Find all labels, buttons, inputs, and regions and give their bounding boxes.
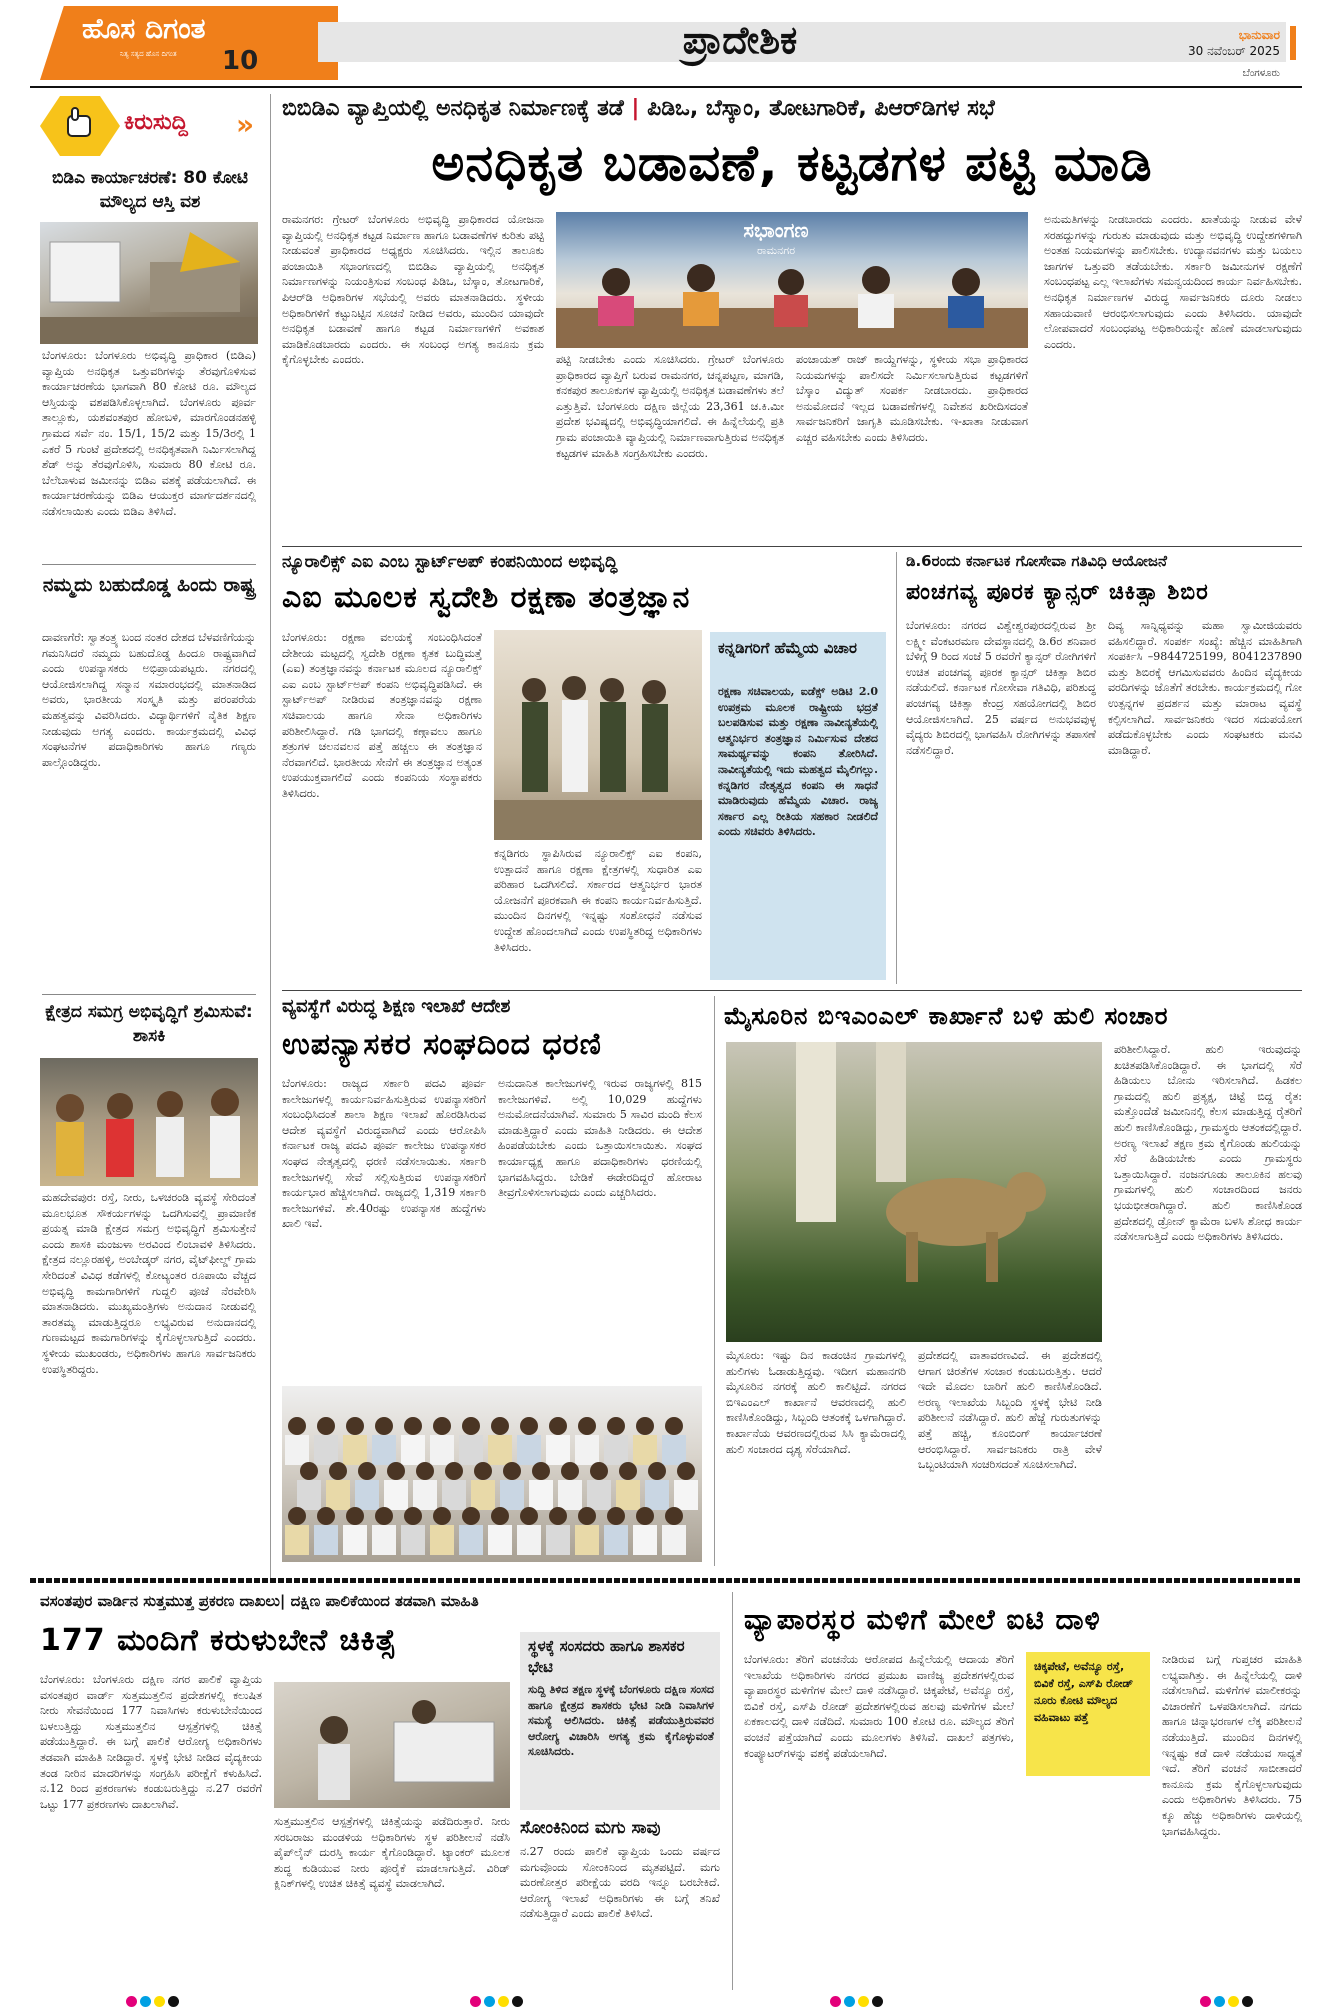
defence-photo xyxy=(494,630,702,840)
registration-marks xyxy=(0,1990,1338,2006)
lead-kicker-right: ಪಿಡಿಒ, ಬೆಸ್ಕಾಂ, ತೋಟಗಾರಿಕೆ, ಪಿಆರ್‌ಡಿಗಳ ಸಭೆ xyxy=(647,96,995,121)
logo-tagline: ನಿತ್ಯ ಸತ್ಯದ ಹೊಸ ದಿಗಂತ xyxy=(120,50,177,58)
lecturers-body-1: ಬೆಂಗಳೂರು: ರಾಜ್ಯದ ಸರ್ಕಾರಿ ಪದವಿ ಪೂರ್ವ ಕಾಲೇಜುಗಳಲ್ಲಿ ಕಾರ್ಯನಿರ್ವಹಿಸುತ್ತಿರುವ ಉಪನ್ಯಾಸಕರಿಗೆ ಸಂಬಂಧಿಸಿದಂತೆ ಶಾಲಾ ಶಿಕ್ಷಣ ಇಲಾಖೆ ಹೊರಡಿಸಿರುವ ಆದೇಶ ವ್ಯವಸ್ಥೆಗೆ ವಿರುದ್ಧವಾಗಿದೆ ಎಂದು ಆರೋಪಿಸಿ ಕರ್ನಾಟಕ ರಾಜ್ಯ ಪದವಿ ಪೂರ್ವ ಕಾಲೇಜು ಉಪನ್ಯಾಸಕರ ಸಂಘದ ನೇತೃತ್ವದಲ್ಲಿ ಧರಣಿ ನಡೆಸಲಾಯಿತು. ಸರ್ಕಾರಿ ಕಾಲೇಜುಗಳಲ್ಲಿ ಸೇವೆ ಸಲ್ಲಿಸುತ್ತಿರುವ ಉಪನ್ಯಾಸಕರಿಗೆ ಕಾರ್ಯಭಾರ ಹೆಚ್ಚಿಸಲಾಗಿದೆ. ರಾಜ್ಯದಲ್ಲಿ 1,319 ಸರ್ಕಾರಿ ಕಾಲೇಜುಗಳಿವೆ. ಶೇ.40ರಷ್ಟು ಉಪನ್ಯಾಸಕ ಹುದ್ದೆಗಳು ಖಾಲಿ ಇವೆ. xyxy=(282,1077,486,1231)
lead-body-3: ಪಂಚಾಯತ್ ರಾಜ್ ಕಾಯ್ದೆಗಳನ್ನು, ಸ್ಥಳೀಯ ಸಭಾ ಪ್ರಾಧಿಕಾರದ ನಿಯಮಗಳನ್ನು ಪಾಲಿಸದೇ ನಿರ್ಮಿಸಲಾಗುತ್ತಿರುವ ಕಟ್ಟಡಗಳಿಗೆ ಬೆಸ್ಕಾಂ ವಿದ್ಯುತ್ ಸಂಪರ್ಕ ನೀಡಬಾರದು. ಪ್ರಾಧಿಕಾರದ ಅನುಮೋದನೆ ಇಲ್ಲದ ಬಡಾವಣೆಗಳಲ್ಲಿ ನಿವೇಶನ ಖರೀದಿಸದಂತೆ ಸಾರ್ವಜನಿಕರಿಗೆ ಜಾಗೃತಿ ಮೂಡಿಸಬೇಕು. ಇ-ಖಾತಾ ನೀಡುವಾಗ ಎಚ್ಚರ ವಹಿಸಬೇಕು ಎಂದು ತಿಳಿಸಿದರು. xyxy=(796,353,1028,444)
it-raid-body-2: ನೀಡಿರುವ ಬಗ್ಗೆ ಗುಪ್ತಚರ ಮಾಹಿತಿ ಲಭ್ಯವಾಗಿತ್ತು. ಈ ಹಿನ್ನೆಲೆಯಲ್ಲಿ ದಾಳಿ ನಡೆಸಲಾಗಿದೆ. ಮಳಿಗೆಗಳ ಮಾಲೀಕರನ್ನು ವಿಚಾರಣೆಗೆ ಒಳಪಡಿಸಲಾಗಿದೆ. ನಗದು ಹಾಗೂ ಚಿನ್ನಾಭರಣಗಳ ಲೆಕ್ಕ ಪರಿಶೀಲನೆ ನಡೆಯುತ್ತಿದೆ. ಮುಂದಿನ ದಿನಗಳಲ್ಲಿ ಇನ್ನಷ್ಟು ಕಡೆ ದಾಳಿ ನಡೆಯುವ ಸಾಧ್ಯತೆ ಇದೆ. ತೆರಿಗೆ ವಂಚನೆ ಸಾಬೀತಾದರೆ ಕಾನೂನು ಕ್ರಮ ಕೈಗೊಳ್ಳಲಾಗುವುದು ಎಂದು ಅಧಿಕಾರಿಗಳು ತಿಳಿಸಿದರು. 75 ಕ್ಕೂ ಹೆಚ್ಚು ಅಧಿಕಾರಿಗಳು ದಾಳಿಯಲ್ಲಿ ಭಾಗವಹಿಸಿದ್ದರು. xyxy=(1162,1653,1302,1838)
lead-body-2: ಪಟ್ಟಿ ನೀಡಬೇಕು ಎಂದು ಸೂಚಿಸಿದರು. ಗ್ರೇಟರ್ ಬೆಂಗಳೂರು ಪ್ರಾಧಿಕಾರದ ವ್ಯಾಪ್ತಿಗೆ ಬರುವ ರಾಮನಗರ, ಚನ್ನಪಟ್ಟಣ, ಮಾಗಡಿ, ಕನಕಪುರ ತಾಲೂಕುಗಳ ವ್ಯಾಪ್ತಿಯಲ್ಲಿ ಅನಧಿಕೃತ ಬಡಾವಣೆಗಳು ತಲೆ ಎತ್ತುತ್ತಿವೆ. ಬೆಂಗಳೂರು ದಕ್ಷಿಣ ಜಿಲ್ಲೆಯ 23,361 ಚ.ಕಿ.ಮೀ ಪ್ರದೇಶ ಭವಿಷ್ಯದಲ್ಲಿ ಅಭಿವೃದ್ಧಿಯಾಗಲಿದೆ. ಈ ಹಿನ್ನೆಲೆಯಲ್ಲಿ ಪ್ರತಿ ಗ್ರಾಮ ಪಂಚಾಯಿತಿ ವ್ಯಾಪ್ತಿಯಲ್ಲಿ ನಿರ್ಮಾಣವಾಗುತ್ತಿರುವ ಅನಧಿಕೃತ ಕಟ್ಟಡಗಳ ಮಾಹಿತಿ ಸಂಗ್ರಹಿಸಬೇಕು ಎಂದರು. xyxy=(556,353,784,460)
kirusuddi-badge xyxy=(40,96,260,156)
brief3-body: ಮಹದೇವಪುರ: ರಸ್ತೆ, ನೀರು, ಒಳಚರಂಡಿ ವ್ಯವಸ್ಥೆ ಸೇರಿದಂತೆ ಮೂಲಭೂತ ಸೌಕರ್ಯಗಳನ್ನು ಒದಗಿಸುವಲ್ಲಿ ಪ್ರಾಮಾಣಿಕ ಪ್ರಯತ್ನ ಮಾಡಿ ಕ್ಷೇತ್ರದ ಸಮಗ್ರ ಅಭಿವೃದ್ಧಿಗೆ ಶ್ರಮಿಸುತ್ತೇನೆ ಎಂದು ಶಾಸಕಿ ಮಂಜುಳಾ ಅರವಿಂದ ಲಿಂಬಾವಳಿ ತಿಳಿಸಿದರು. ಕ್ಷೇತ್ರದ ನಲ್ಲೂರಹಳ್ಳಿ, ಅಂಬೇಡ್ಕರ್ ನಗರ, ವೈಟ್‌ಫೀಲ್ಡ್ ಗ್ರಾಮ ಸೇರಿದಂತೆ ವಿವಿಧ ಕಡೆಗಳಲ್ಲಿ ಕೋಟ್ಯಂತರ ರೂಪಾಯಿ ವೆಚ್ಚದ ಅಭಿವೃದ್ಧಿ ಕಾಮಗಾರಿಗಳಿಗೆ ಗುದ್ದಲಿ ಪೂಜೆ ನೆರವೇರಿಸಿ ಮಾತನಾಡಿದರು. ಮುಖ್ಯಮಂತ್ರಿಗಳು ಅನುದಾನ ನೀಡುವಲ್ಲಿ ತಾರತಮ್ಯ ಮಾಡುತ್ತಿದ್ದರೂ ಲಭ್ಯವಿರುವ ಅನುದಾನದಲ್ಲಿ ಗುಣಮಟ್ಟದ ಕಾಮಗಾರಿಗಳನ್ನು ಕೈಗೊಳ್ಳಲಾಗುತ್ತಿದೆ ಎಂದರು. ಸ್ಥಳೀಯ ಮುಖಂಡರು, ಅಧಿಕಾರಿಗಳು ಹಾಗೂ ಸಾರ್ವಜನಿಕರು ಉಪಸ್ಥಿತರಿದ್ದರು. xyxy=(42,1191,256,1376)
vasanthapura-kicker: ವಸಂತಪುರ ವಾರ್ಡಿನ ಸುತ್ತಮುತ್ತ ಪ್ರಕರಣ ದಾಖಲು| ದಕ್ಷಿಣ ಪಾಲಿಕೆಯಿಂದ ತಡವಾಗಿ ಮಾಹಿತಿ xyxy=(40,1592,479,1610)
tiger-body-3: ಪರಿಶೀಲಿಸಿದ್ದಾರೆ. ಹುಲಿ ಇರುವುದನ್ನು ಖಚಿತಪಡಿಸಿಕೊಂಡಿದ್ದಾರೆ. ಈ ಭಾಗದಲ್ಲಿ ಸೆರೆ ಹಿಡಿಯಲು ಬೋನು ಇರಿಸಲಾಗಿದೆ. ಹಿಡಕಲ ಗ್ರಾಮದಲ್ಲಿ ಹುಲಿ ಪ್ರತ್ಯಕ್ಷ, ಚಿಟ್ಟೆ ಬಿದ್ದ ರೈತ: ಮತ್ತೊಂದೆಡೆ ಜಮೀನಿನಲ್ಲಿ ಕೆಲಸ ಮಾಡುತ್ತಿದ್ದ ರೈತರಿಗೆ ಹುಲಿ ಕಾಣಿಸಿಕೊಂಡಿದ್ದು, ಗ್ರಾಮಸ್ಥರು ಆತಂಕದಲ್ಲಿದ್ದಾರೆ. ಅರಣ್ಯ ಇಲಾಖೆ ತಕ್ಷಣ ಕ್ರಮ ಕೈಗೊಂಡು ಹುಲಿಯನ್ನು ಸೆರೆ ಹಿಡಿಯಬೇಕು ಎಂದು ಗ್ರಾಮಸ್ಥರು ಒತ್ತಾಯಿಸಿದ್ದಾರೆ. ನಂಜನಗೂಡು ತಾಲೂಕಿನ ಹಲವು ಗ್ರಾಮಗಳಲ್ಲಿ ಹುಲಿ ಸಂಚಾರದಿಂದ ಜನರು ಭಯಭೀತರಾಗಿದ್ದಾರೆ. ಹುಲಿ ಕಾಣಿಸಿಕೊಂಡ ಪ್ರದೇಶದಲ್ಲಿ ಡ್ರೋನ್ ಕ್ಯಾಮೆರಾ ಬಳಸಿ ಶೋಧ ಕಾರ್ಯ ನಡೆಸಲಾಗುತ್ತಿದೆ ಎಂದು ಅಧಿಕಾರಿಗಳು ತಿಳಿಸಿದರು. xyxy=(1114,1043,1302,1244)
banner-text-2: ರಾಮನಗರ xyxy=(756,244,796,257)
chevron-right-icon: » xyxy=(236,108,255,141)
date-day: ಭಾನುವಾರ xyxy=(1238,28,1280,42)
brief1-headline: ಬಿಡಿಎ ಕಾರ್ಯಾಚರಣೆ: 80 ಕೋಟಿ ಮೌಲ್ಯದ ಆಸ್ತಿ ವಶ xyxy=(51,168,249,212)
defence-headline: ಎಐ ಮೂಲಕ ಸ್ವದೇಶಿ ರಕ್ಷಣಾ ತಂತ್ರಜ್ಞಾನ xyxy=(282,580,691,615)
tiger-body-2: ಪ್ರದೇಶದಲ್ಲಿ ವಾತಾವರಣವಿದೆ. ಈ ಪ್ರದೇಶದಲ್ಲಿ ಆಗಾಗ ಚಿರತೆಗಳ ಸಂಚಾರ ಕಂಡುಬರುತ್ತಿತ್ತು. ಆದರೆ ಇದೇ ಮೊದಲ ಬಾರಿಗೆ ಹುಲಿ ಕಾಣಿಸಿಕೊಂಡಿದೆ. ಅರಣ್ಯ ಇಲಾಖೆಯ ಸಿಬ್ಬಂದಿ ಸ್ಥಳಕ್ಕೆ ಭೇಟಿ ನೀಡಿ ಪರಿಶೀಲನೆ ನಡೆಸಿದ್ದಾರೆ. ಹುಲಿ ಹೆಜ್ಜೆ ಗುರುತುಗಳನ್ನು ಪತ್ತೆ ಹಚ್ಚಿ, ಕೂಂಬಿಂಗ್ ಕಾರ್ಯಾಚರಣೆ ಆರಂಭಿಸಿದ್ದಾರೆ. ಸಾರ್ವಜನಿಕರು ರಾತ್ರಿ ವೇಳೆ ಒಬ್ಬಂಟಿಯಾಗಿ ಸಂಚರಿಸದಂತೆ ಸೂಚಿಸಲಾಗಿದೆ. xyxy=(918,1349,1102,1472)
page-number: 10 xyxy=(222,46,259,76)
vasanthapura-box xyxy=(520,1632,720,1810)
defence-body-2: ಕನ್ನಡಿಗರು ಸ್ಥಾಪಿಸಿರುವ ನ್ಯೂರಾಲಿಕ್ಸ್ ಎಐ ಕಂಪನಿ, ಉತ್ಪಾದನೆ ಹಾಗೂ ರಕ್ಷಣಾ ಕ್ಷೇತ್ರಗಳಲ್ಲಿ ಸುಧಾರಿತ ಎಐ ಪರಿಹಾರ ಒದಗಿಸಲಿದೆ. ಸರ್ಕಾರದ ಆತ್ಮನಿರ್ಭರ ಭಾರತ ಯೋಜನೆಗೆ ಪೂರಕವಾಗಿ ಈ ಕಂಪನಿ ಕಾರ್ಯನಿರ್ವಹಿಸುತ್ತಿದೆ. ಮುಂದಿನ ದಿನಗಳಲ್ಲಿ ಇನ್ನಷ್ಟು ಸಂಶೋಧನೆ ನಡೆಸುವ ಉದ್ದೇಶ ಹೊಂದಲಾಗಿದೆ ಎಂದು ಉಪಸ್ಥಿತರಿದ್ದ ಅಧಿಕಾರಿಗಳು ತಿಳಿಸಿದರು. xyxy=(494,847,702,954)
it-raid-headline: ವ್ಯಾಪಾರಸ್ಥರ ಮಳಿಗೆ ಮೇಲೆ ಐಟಿ ದಾಳಿ xyxy=(744,1603,1101,1636)
brief3-headline: ಕ್ಷೇತ್ರದ ಸಮಗ್ರ ಅಭಿವೃದ್ಧಿಗೆ ಶ್ರಮಿಸುವೆ: ಶಾಸಕಿ xyxy=(45,1002,253,1046)
date-city: ಬೆಂಗಳೂರು xyxy=(1242,68,1280,79)
kirusuddi-label: ಕಿರುಸುದ್ದಿ xyxy=(124,110,188,135)
brief1-body: ಬೆಂಗಳೂರು: ಬೆಂಗಳೂರು ಅಭಿವೃದ್ಧಿ ಪ್ರಾಧಿಕಾರ (ಬಿಡಿಎ) ವ್ಯಾಪ್ತಿಯ ಅನಧಿಕೃತ ಒತ್ತುವರಿಗಳನ್ನು ತೆರವುಗೊಳಿಸುವ ಕಾರ್ಯಾಚರಣೆಯ ಭಾಗವಾಗಿ 80 ಕೋಟಿ ರೂ. ಮೌಲ್ಯದ ಆಸ್ತಿಯನ್ನು ವಶಪಡಿಸಿಕೊಳ್ಳಲಾಗಿದೆ. ಬೆಂಗಳೂರು ಪೂರ್ವ ತಾಲ್ಲೂಕು, ಯಶವಂತಪುರ ಹೋಬಳಿ, ಮಾರಗೊಂಡನಹಳ್ಳಿ ಗ್ರಾಮದ ಸರ್ವೆ ನಂ. 15/1, 15/2 ಮತ್ತು 15/3ರಲ್ಲಿ 1 ಎಕರೆ 5 ಗುಂಟೆ ಪ್ರದೇಶದಲ್ಲಿ ಅನಧಿಕೃತವಾಗಿ ನಿರ್ಮಿಸಲಾಗಿದ್ದ ಶೆಡ್ ಅನ್ನು ತೆರವುಗೊಳಿಸಿ, ಸುಮಾರು 80 ಕೋಟಿ ರೂ. ಬೆಲೆಬಾಳುವ ಜಮೀನನ್ನು ಬಿಡಿಎ ವಶಕ್ಕೆ ಪಡೆಯಲಾಗಿದೆ. ಈ ಕಾರ್ಯಾಚರಣೆಯನ್ನು ಬಿಡಿಎ ಆಯುಕ್ತರ ಮಾರ್ಗದರ್ಶನದಲ್ಲಿ ನಡೆಸಲಾಯಿತು ಎಂದು ಬಿಡಿಎ ತಿಳಿಸಿದೆ. xyxy=(42,349,256,518)
vasanthapura-box-title: ಸ್ಥಳಕ್ಕೆ ಸಂಸದರು ಹಾಗೂ ಶಾಸಕರ ಭೇಟಿ xyxy=(528,1637,685,1676)
banner-text-1: ಸಭಾಂಗಣ xyxy=(743,218,809,242)
bottom-rule xyxy=(30,1578,1302,1583)
tiger-photo xyxy=(726,1042,1102,1342)
it-raid-box xyxy=(1026,1652,1150,1776)
section-title: ಪ್ರಾದೇಶಿಕ xyxy=(682,18,798,62)
vasanthapura-body-2: ಸುತ್ತಮುತ್ತಲಿನ ಆಸ್ಪತ್ರೆಗಳಲ್ಲಿ ಚಿಕಿತ್ಸೆಯನ್ನು ಪಡೆದಿರುತ್ತಾರೆ. ನೀರು ಸರಬರಾಜು ಮಂಡಳಿಯ ಅಧಿಕಾರಿಗಳು ಸ್ಥಳ ಪರಿಶೀಲನೆ ನಡೆಸಿ ಪೈಪ್‌ಲೈನ್ ದುರಸ್ತಿ ಕಾರ್ಯ ಕೈಗೊಂಡಿದ್ದಾರೆ. ಟ್ಯಾಂಕರ್ ಮೂಲಕ ಶುದ್ಧ ಕುಡಿಯುವ ನೀರು ಪೂರೈಕೆ ಮಾಡಲಾಗುತ್ತಿದೆ. ವಿರಿಡ್ ಕ್ಲಿನಿಕ್‌ಗಳಲ್ಲಿ ಉಚಿತ ಚಿಕಿತ್ಸೆ ವ್ಯವಸ್ಥೆ ಮಾಡಲಾಗಿದೆ. xyxy=(274,1815,510,1891)
it-raid-box-text: ಚಿಕ್ಕಪೇಟೆ, ಅವೆನ್ಯೂ ರಸ್ತೆ, ಬಿವಿಕೆ ರಸ್ತೆ, ಎಸ್‌ಪಿ ರೋಡ್ ನೂರು ಕೋಟಿ ಮೌಲ್ಯದ ವಹಿವಾಟು ಪತ್ತೆ xyxy=(1034,1660,1134,1724)
masthead xyxy=(0,0,1338,86)
vasanthapura-sub-headline: ಸೋಂಕಿನಿಂದ ಮಗು ಸಾವು xyxy=(520,1818,661,1838)
tiger-body-1: ಮೈಸೂರು: ಇಷ್ಟು ದಿನ ಕಾಡಂಚಿನ ಗ್ರಾಮಗಳಲ್ಲಿ ಹುಲಿಗಳು ಓಡಾಡುತ್ತಿದ್ದವು. ಇದೀಗ ಮಹಾನಗರಿ ಮೈಸೂರಿನ ನಗರಕ್ಕೆ ಹುಲಿ ಕಾಲಿಟ್ಟಿದೆ. ನಗರದ ಬಿಇಎಂಎಲ್ ಕಾರ್ಖಾನೆ ಆವರಣದಲ್ಲಿ ಹುಲಿ ಕಾಣಿಸಿಕೊಂಡಿದ್ದು, ಸಿಬ್ಬಂದಿ ಆತಂಕಕ್ಕೆ ಒಳಗಾಗಿದ್ದಾರೆ. ಕಾರ್ಖಾನೆಯ ಆವರಣದಲ್ಲಿರುವ ಸಿಸಿ ಕ್ಯಾಮೆರಾದಲ್ಲಿ ಹುಲಿ ಸಂಚಾರದ ದೃಶ್ಯ ಸೆರೆಯಾಗಿದೆ. xyxy=(726,1349,906,1456)
lead-kicker xyxy=(282,96,1302,121)
defence-box-body: ರಕ್ಷಣಾ ಸಚಿವಾಲಯ, ಐಡೆಕ್ಸ್ ಅಡಿಟಿ 2.0 ಉಪಕ್ರಮ ಮೂಲಕ ರಾಷ್ಟ್ರೀಯ ಭದ್ರತೆ ಬಲಪಡಿಸುವ ಮತ್ತು ರಕ್ಷಣಾ ನಾವೀನ್ಯತೆಯಲ್ಲಿ ಆತ್ಮನಿರ್ಭರ ತಂತ್ರಜ್ಞಾನ ನಿರ್ಮಿಸುವ ದೇಶದ ಸಾಮರ್ಥ್ಯವನ್ನು ಕಂಪನಿ ತೋರಿಸಿದೆ. ನಾವೀನ್ಯತೆಯಲ್ಲಿ ಇದು ಮಹತ್ವದ ಮೈಲಿಗಲ್ಲು. ಕನ್ನಡಿಗರ ನೇತೃತ್ವದ ಕಂಪನಿ ಈ ಸಾಧನೆ ಮಾಡಿರುವುದು ಹೆಮ್ಮೆಯ ವಿಚಾರ. ರಾಜ್ಯ ಸರ್ಕಾರ ಎಲ್ಲ ರೀತಿಯ ಸಹಕಾರ ನೀಡಲಿದೆ ಎಂದು ಸಚಿವರು ತಿಳಿಸಿದರು. xyxy=(718,685,878,839)
brief1-photo xyxy=(40,222,258,344)
brief2-headline: ನಮ್ಮದು ಬಹುದೊಡ್ಡ ಹಿಂದು ರಾಷ್ಟ್ರ xyxy=(42,574,256,596)
hand-icon xyxy=(40,96,120,156)
lead-body-1: ರಾಮನಗರ: ಗ್ರೇಟರ್ ಬೆಂಗಳೂರು ಅಭಿವೃದ್ಧಿ ಪ್ರಾಧಿಕಾರದ ಯೋಜನಾ ವ್ಯಾಪ್ತಿಯಲ್ಲಿ ಅನಧಿಕೃತ ಕಟ್ಟಡ ನಿರ್ಮಾಣ ಹಾಗೂ ಬಡಾವಣೆಗಳ ಕುರಿತು ಪಟ್ಟಿ ನೀಡುವಂತೆ ಪ್ರಾಧಿಕಾರದ ಅಧ್ಯಕ್ಷರು ಸೂಚಿಸಿದರು. ಇಲ್ಲಿನ ತಾಲೂಕು ಪಂಚಾಯಿತಿ ಸಭಾಂಗಣದಲ್ಲಿ ಬಿಬಿಡಿಎ ವ್ಯಾಪ್ತಿಯಲ್ಲಿ ಅನಧಿಕೃತ ನಿರ್ಮಾಣಗಳನ್ನು ನಿಯಂತ್ರಿಸುವ ಸಂಬಂಧ ಪಿಡಿಒ, ಬೆಸ್ಕಾಂ, ತೋಟಗಾರಿಕೆ, ಪಿಆರ್‌ಡಿ ಅಧಿಕಾರಿಗಳ ಸಭೆಯಲ್ಲಿ ಅವರು ಮಾತನಾಡಿದರು. ಸ್ಥಳೀಯ ಅಧಿಕಾರಿಗಳಿಗೆ ಕಟ್ಟುನಿಟ್ಟಿನ ಸೂಚನೆ ನೀಡಿದ ಅವರು, ಮುಂದಿನ ಯಾವುದೇ ಅನಧಿಕೃತ ಬಡಾವಣೆ ಹಾಗೂ ಕಟ್ಟಡ ನಿರ್ಮಾಣಗಳಿಗೆ ಅವಕಾಶ ಮಾಡಿಕೊಡಬಾರದು ಎಂದರು. ಈ ಸಂಬಂಧ ಅಗತ್ಯ ಕಾನೂನು ಕ್ರಮ ಕೈಗೊಳ್ಳಬೇಕು ಎಂದರು. xyxy=(282,213,544,367)
vasanthapura-photo xyxy=(274,1682,510,1808)
orange-tick xyxy=(1290,26,1296,60)
tiger-headline: ಮೈಸೂರಿನ ಬಿಇಎಂಎಲ್ ಕಾರ್ಖಾನೆ ಬಳಿ ಹುಲಿ ಸಂಚಾರ xyxy=(724,1002,1169,1030)
lecturers-photo xyxy=(282,1386,702,1562)
brief3-photo xyxy=(40,1058,258,1186)
goseva-body-1: ಬೆಂಗಳೂರು: ನಗರದ ವಿಶ್ವೇಶ್ವರಪುರದಲ್ಲಿರುವ ಶ್ರೀ ಲಕ್ಷ್ಮೀ ವೆಂಕಟರಮಣ ದೇವಸ್ಥಾನದಲ್ಲಿ ಡಿ.6ರ ಶನಿವಾರ ಬೆಳಿಗ್ಗೆ 9 ರಿಂದ ಸಂಜೆ 5 ರವರೆಗೆ ಕ್ಯಾನ್ಸರ್ ರೋಗಿಗಳಿಗೆ ಉಚಿತ ಪಂಚಗವ್ಯ ಪೂರಕ ಕ್ಯಾನ್ಸರ್ ಚಿಕಿತ್ಸಾ ಶಿಬಿರ ನಡೆಯಲಿದೆ. ಕರ್ನಾಟಕ ಗೋಸೇವಾ ಗತಿವಿಧಿ, ಪರಿಶುದ್ಧ ಪಂಚಗವ್ಯ ಚಿಕಿತ್ಸಾ ಕೇಂದ್ರ ಸಹಯೋಗದಲ್ಲಿ ಶಿಬಿರ ಆಯೋಜಿಸಲಾಗಿದೆ. 25 ವರ್ಷದ ಅನುಭವವುಳ್ಳ ವೈದ್ಯರು ಶಿಬಿರದಲ್ಲಿ ಭಾಗವಹಿಸಿ ರೋಗಿಗಳನ್ನು ತಪಾಸಣೆ ನಡೆಸಲಿದ್ದಾರೆ. xyxy=(906,619,1096,757)
lead-kicker-sep: | xyxy=(631,96,640,121)
lecturers-kicker: ವ್ಯವಸ್ಥೆಗೆ ವಿರುದ್ಧ ಶಿಕ್ಷಣ ಇಲಾಖೆ ಆದೇಶ xyxy=(282,996,511,1017)
brief2-body: ದಾವಣಗೆರೆ: ಸ್ವಾತಂತ್ರ್ಯ ಬಂದ ನಂತರ ದೇಶದ ಬೆಳವಣಿಗೆಯನ್ನು ಗಮನಿಸಿದರೆ ನಮ್ಮದು ಬಹುದೊಡ್ಡ ಹಿಂದೂ ರಾಷ್ಟ್ರವಾಗಿದೆ ಎಂದು ಉಪನ್ಯಾಸಕರು ಅಭಿಪ್ರಾಯಪಟ್ಟರು. ನಗರದಲ್ಲಿ ಆಯೋಜಿಸಲಾಗಿದ್ದ ಸನ್ಮಾನ ಸಮಾರಂಭದಲ್ಲಿ ಮಾತನಾಡಿದ ಅವರು, ಭಾರತೀಯ ಸಂಸ್ಕೃತಿ ಮತ್ತು ಪರಂಪರೆಯ ಮಹತ್ವವನ್ನು ವಿವರಿಸಿದರು. ವಿದ್ಯಾರ್ಥಿಗಳಿಗೆ ನೈತಿಕ ಶಿಕ್ಷಣ ನೀಡುವುದು ಅಗತ್ಯ ಎಂದರು. ಕಾರ್ಯಕ್ರಮದಲ್ಲಿ ವಿವಿಧ ಸಂಘಟನೆಗಳ ಪದಾಧಿಕಾರಿಗಳು ಹಾಗೂ ಗಣ್ಯರು ಪಾಲ್ಗೊಂಡಿದ್ದರು. xyxy=(42,631,256,769)
defence-kicker: ನ್ಯೂರಾಲಿಕ್ಸ್ ಎಐ ಎಂಬ ಸ್ಟಾರ್ಟ್‌ಅಪ್ ಕಂಪನಿಯಿಂದ ಅಭಿವೃದ್ಧಿ xyxy=(282,552,618,572)
lecturers-body-2: ಅನುದಾನಿತ ಕಾಲೇಜುಗಳಲ್ಲಿ ಇರುವ ರಾಜ್ಯಗಳಲ್ಲಿ 815 ಕಾಲೇಜುಗಳಿವೆ. ಅಲ್ಲಿ 10,029 ಹುದ್ದೆಗಳು ಅನುಮೋದನೆಯಾಗಿವೆ. ಸುಮಾರು 5 ಸಾವಿರ ಮಂದಿ ಕೆಲಸ ಮಾಡುತ್ತಿದ್ದಾರೆ ಎಂದು ಮಾಹಿತಿ ನೀಡಿದರು. ಈ ಆದೇಶ ಹಿಂಪಡೆಯಬೇಕು ಎಂದು ಒತ್ತಾಯಿಸಲಾಯಿತು. ಸಂಘದ ಕಾರ್ಯಾಧ್ಯಕ್ಷ ಹಾಗೂ ಪದಾಧಿಕಾರಿಗಳು ಧರಣಿಯಲ್ಲಿ ಭಾಗವಹಿಸಿದ್ದರು. ಬೇಡಿಕೆ ಈಡೇರದಿದ್ದರೆ ಹೋರಾಟ ತೀವ್ರಗೊಳಿಸಲಾಗುವುದು ಎಂದು ಎಚ್ಚರಿಸಿದರು. xyxy=(498,1077,702,1200)
goseva-headline: ಪಂಚಗವ್ಯ ಪೂರಕ ಕ್ಯಾನ್ಸರ್ ಚಿಕಿತ್ಸಾ ಶಿಬಿರ xyxy=(906,580,1209,605)
lead-kicker-left: ಬಿಬಿಡಿಎ ವ್ಯಾಪ್ತಿಯಲ್ಲಿ ಅನಧಿಕೃತ ನಿರ್ಮಾಣಕ್ಕೆ ತಡೆ xyxy=(282,96,624,121)
defence-box xyxy=(710,632,886,980)
vasanthapura-sub-body: ನ.27 ರಂದು ಪಾಲಿಕೆ ವ್ಯಾಪ್ತಿಯ ಒಂದು ವರ್ಷದ ಮಗುವೊಂದು ಸೋಂಕಿನಿಂದ ಮೃತಪಟ್ಟಿದೆ. ಮಗು ಮರಣೋತ್ತರ ಪರೀಕ್ಷೆಯ ವರದಿ ಇನ್ನೂ ಬರಬೇಕಿದೆ. ಆರೋಗ್ಯ ಇಲಾಖೆ ಅಧಿಕಾರಿಗಳು ಈ ಬಗ್ಗೆ ತನಿಖೆ ನಡೆಸುತ್ತಿದ್ದಾರೆ ಎಂದು ಪಾಲಿಕೆ ತಿಳಿಸಿದೆ. xyxy=(520,1845,720,1921)
date-full: 30 ನವೆಂಬರ್ 2025 xyxy=(1188,44,1280,58)
lead-body-4: ಅನುಮತಿಗಳನ್ನು ನೀಡಬಾರದು ಎಂದರು. ಖಾತೆಯನ್ನು ನೀಡುವ ವೇಳೆ ಸರಹದ್ದುಗಳನ್ನು ಗುರುತು ಮಾಡುವುದು ಮತ್ತು ಅಭಿವೃದ್ಧಿ ಉದ್ದೇಶಗಳಿಗಾಗಿ ಅಂತಹ ನಿಯಮಗಳನ್ನು ಪಾಲಿಸಬೇಕು. ಉದ್ಯಾನವನಗಳು ಮತ್ತು ಬಯಲು ಜಾಗಗಳ ಒತ್ತುವರಿ ತಡೆಯಬೇಕು. ಸರ್ಕಾರಿ ಜಮೀನುಗಳ ರಕ್ಷಣೆಗೆ ಸಂಬಂಧಪಟ್ಟ ಎಲ್ಲ ಇಲಾಖೆಗಳು ಸಮನ್ವಯದಿಂದ ಕಾರ್ಯ ನಿರ್ವಹಿಸಬೇಕು. ಅನಧಿಕೃತ ನಿರ್ಮಾಣಗಳ ವಿರುದ್ಧ ಸಾರ್ವಜನಿಕರು ದೂರು ನೀಡಲು ಸಹಾಯವಾಣಿ ಆರಂಭಿಸಲಾಗುವುದು ಎಂದು ತಿಳಿಸಿದರು. ಯಾವುದೇ ಲೋಪವಾದರೆ ಸಂಬಂಧಪಟ್ಟ ಅಧಿಕಾರಿಯನ್ನೇ ಹೊಣೆ ಮಾಡಲಾಗುವುದು ಎಂದರು. xyxy=(1044,213,1302,351)
it-raid-body-1: ಬೆಂಗಳೂರು: ತೆರಿಗೆ ವಂಚನೆಯ ಆರೋಪದ ಹಿನ್ನೆಲೆಯಲ್ಲಿ ಆದಾಯ ತೆರಿಗೆ ಇಲಾಖೆಯ ಅಧಿಕಾರಿಗಳು ನಗರದ ಪ್ರಮುಖ ವಾಣಿಜ್ಯ ಪ್ರದೇಶಗಳಲ್ಲಿರುವ ವ್ಯಾಪಾರಸ್ಥರ ಮಳಿಗೆಗಳ ಮೇಲೆ ದಾಳಿ ನಡೆಸಿದ್ದಾರೆ. ಚಿಕ್ಕಪೇಟೆ, ಅವೆನ್ಯೂ ರಸ್ತೆ, ಬಿವಿಕೆ ರಸ್ತೆ, ಎಸ್‌ಪಿ ರೋಡ್ ಪ್ರದೇಶಗಳಲ್ಲಿರುವ ಹಲವು ಮಳಿಗೆಗಳ ಮೇಲೆ ಏಕಕಾಲದಲ್ಲಿ ದಾಳಿ ನಡೆದಿದೆ. ಸುಮಾರು 100 ಕೋಟಿ ರೂ. ಮೌಲ್ಯದ ತೆರಿಗೆ ವಂಚನೆ ಪತ್ತೆಯಾಗಿದೆ ಎಂದು ಮೂಲಗಳು ತಿಳಿಸಿವೆ. ದಾಖಲೆ ಪತ್ರಗಳು, ಕಂಪ್ಯೂಟರ್‌ಗಳನ್ನು ವಶಕ್ಕೆ ಪಡೆಯಲಾಗಿದೆ. xyxy=(744,1653,1014,1760)
logo-text: ಹೊಸ ದಿಗಂತ xyxy=(82,12,206,45)
defence-body-1: ಬೆಂಗಳೂರು: ರಕ್ಷಣಾ ವಲಯಕ್ಕೆ ಸಂಬಂಧಿಸಿದಂತೆ ದೇಶೀಯ ಮಟ್ಟದಲ್ಲಿ ಸ್ವದೇಶಿ ರಕ್ಷಣಾ ಕೃತಕ ಬುದ್ಧಿಮತ್ತೆ (ಎಐ) ತಂತ್ರಜ್ಞಾನವನ್ನು ಕರ್ನಾಟಕ ಮೂಲದ ನ್ಯೂರಾಲಿಕ್ಸ್ ಎಐ ಎಂಬ ಸ್ಟಾರ್ಟ್‌ಅಪ್ ಕಂಪನಿ ಅಭಿವೃದ್ಧಿಪಡಿಸಿದೆ. ಈ ಸ್ಟಾರ್ಟ್‌ಅಪ್ ನೀಡಿರುವ ತಂತ್ರಜ್ಞಾನವನ್ನು ರಕ್ಷಣಾ ಸಚಿವಾಲಯ ಹಾಗೂ ಸೇನಾ ಅಧಿಕಾರಿಗಳು ಪರಿಶೀಲಿಸಿದ್ದಾರೆ. ಗಡಿ ಭಾಗದಲ್ಲಿ ಕಣ್ಗಾವಲು ಹಾಗೂ ಶತ್ರುಗಳ ಚಲನವಲನ ಪತ್ತೆ ಹಚ್ಚಲು ಈ ತಂತ್ರಜ್ಞಾನ ನೆರವಾಗಲಿದೆ. ಭಾರತೀಯ ಸೇನೆಗೆ ಈ ತಂತ್ರಜ್ಞಾನ ಅತ್ಯಂತ ಉಪಯುಕ್ತವಾಗಲಿದೆ ಎಂದು ಕಂಪನಿಯ ಸಂಸ್ಥಾಪಕರು ತಿಳಿಸಿದರು. xyxy=(282,631,482,800)
lead-photo xyxy=(556,212,1028,348)
goseva-body-2: ದಿವ್ಯ ಸಾನ್ನಿಧ್ಯವನ್ನು ಮಹಾ ಸ್ವಾಮೀಜಿಯವರು ವಹಿಸಲಿದ್ದಾರೆ. ಸಂಪರ್ಕ ಸಂಖ್ಯೆ: ಹೆಚ್ಚಿನ ಮಾಹಿತಿಗಾಗಿ ಸಂಪರ್ಕಿಸಿ –9844725199, 8041237890 ಮತ್ತು ಶಿಬಿರಕ್ಕೆ ಆಗಮಿಸುವವರು ಹಿಂದಿನ ವೈದ್ಯಕೀಯ ವರದಿಗಳನ್ನು ಜೊತೆಗೆ ತರಬೇಕು. ಕಾರ್ಯಕ್ರಮದಲ್ಲಿ ಗೋ ಉತ್ಪನ್ನಗಳ ಪ್ರದರ್ಶನ ಮತ್ತು ಮಾರಾಟ ವ್ಯವಸ್ಥೆ ಕಲ್ಪಿಸಲಾಗಿದೆ. ಸಾರ್ವಜನಿಕರು ಇದರ ಸದುಪಯೋಗ ಪಡೆದುಕೊಳ್ಳಬೇಕು ಎಂದು ಸಂಘಟಕರು ಮನವಿ ಮಾಡಿದ್ದಾರೆ. xyxy=(1108,619,1302,757)
lecturers-headline: ಉಪನ್ಯಾಸಕರ ಸಂಘದಿಂದ ಧರಣಿ xyxy=(282,1027,602,1062)
vasanthapura-body-1: ಬೆಂಗಳೂರು: ಬೆಂಗಳೂರು ದಕ್ಷಿಣ ನಗರ ಪಾಲಿಕೆ ವ್ಯಾಪ್ತಿಯ ವಸಂತಪುರ ವಾರ್ಡ್ ಸುತ್ತಮುತ್ತಲಿನ ಪ್ರದೇಶಗಳಲ್ಲಿ ಕಲುಷಿತ ನೀರು ಸೇವನೆಯಿಂದ 177 ನಿವಾಸಿಗಳು ಕರುಳುಬೇನೆಯಿಂದ ಬಳಲುತ್ತಿದ್ದು ಸುತ್ತಮುತ್ತಲಿನ ಆಸ್ಪತ್ರೆಗಳಲ್ಲಿ ಚಿಕಿತ್ಸೆ ಪಡೆಯುತ್ತಿದ್ದಾರೆ. ಈ ಬಗ್ಗೆ ಪಾಲಿಕೆ ಆರೋಗ್ಯ ಅಧಿಕಾರಿಗಳು ತಡವಾಗಿ ಮಾಹಿತಿ ನೀಡಿದ್ದಾರೆ. ಸ್ಥಳಕ್ಕೆ ಭೇಟಿ ನೀಡಿದ ವೈದ್ಯಕೀಯ ತಂಡ ನೀರಿನ ಮಾದರಿಗಳನ್ನು ಸಂಗ್ರಹಿಸಿ ಪರೀಕ್ಷೆಗೆ ಕಳುಹಿಸಿದೆ. ನ.12 ರಿಂದ ಪ್ರಕರಣಗಳು ಕಂಡುಬರುತ್ತಿದ್ದು ನ.27 ರವರೆಗೆ ಒಟ್ಟು 177 ಪ್ರಕರಣಗಳು ದಾಖಲಾಗಿವೆ. xyxy=(40,1673,262,1811)
vasanthapura-headline: 177 ಮಂದಿಗೆ ಕರುಳುಬೇನೆ ಚಿಕಿತ್ಸೆ xyxy=(40,1623,397,1658)
vasanthapura-box-body: ಸುದ್ದಿ ತಿಳಿದ ತಕ್ಷಣ ಸ್ಥಳಕ್ಕೆ ಬೆಂಗಳೂರು ದಕ್ಷಿಣ ಸಂಸದ ಹಾಗೂ ಕ್ಷೇತ್ರದ ಶಾಸಕರು ಭೇಟಿ ನೀಡಿ ನಿವಾಸಿಗಳ ಸಮಸ್ಯೆ ಆಲಿಸಿದರು. ಚಿಕಿತ್ಸೆ ಪಡೆಯುತ್ತಿರುವವರ ಆರೋಗ್ಯ ವಿಚಾರಿಸಿ ಅಗತ್ಯ ಕ್ರಮ ಕೈಗೊಳ್ಳುವಂತೆ ಸೂಚಿಸಿದರು. xyxy=(528,1683,714,1759)
defence-box-title: ಕನ್ನಡಿಗರಿಗೆ ಹೆಮ್ಮೆಯ ವಿಚಾರ xyxy=(718,639,857,657)
goseva-kicker: ಡಿ.6ರಂದು ಕರ್ನಾಟಕ ಗೋಸೇವಾ ಗತಿವಿಧಿ ಆಯೋಜನೆ xyxy=(906,552,1167,570)
protest-crowd xyxy=(282,1386,702,1562)
lead-headline: ಅನಧಿಕೃತ ಬಡಾವಣೆ, ಕಟ್ಟಡಗಳ ಪಟ್ಟಿ ಮಾಡಿ xyxy=(431,134,1153,192)
